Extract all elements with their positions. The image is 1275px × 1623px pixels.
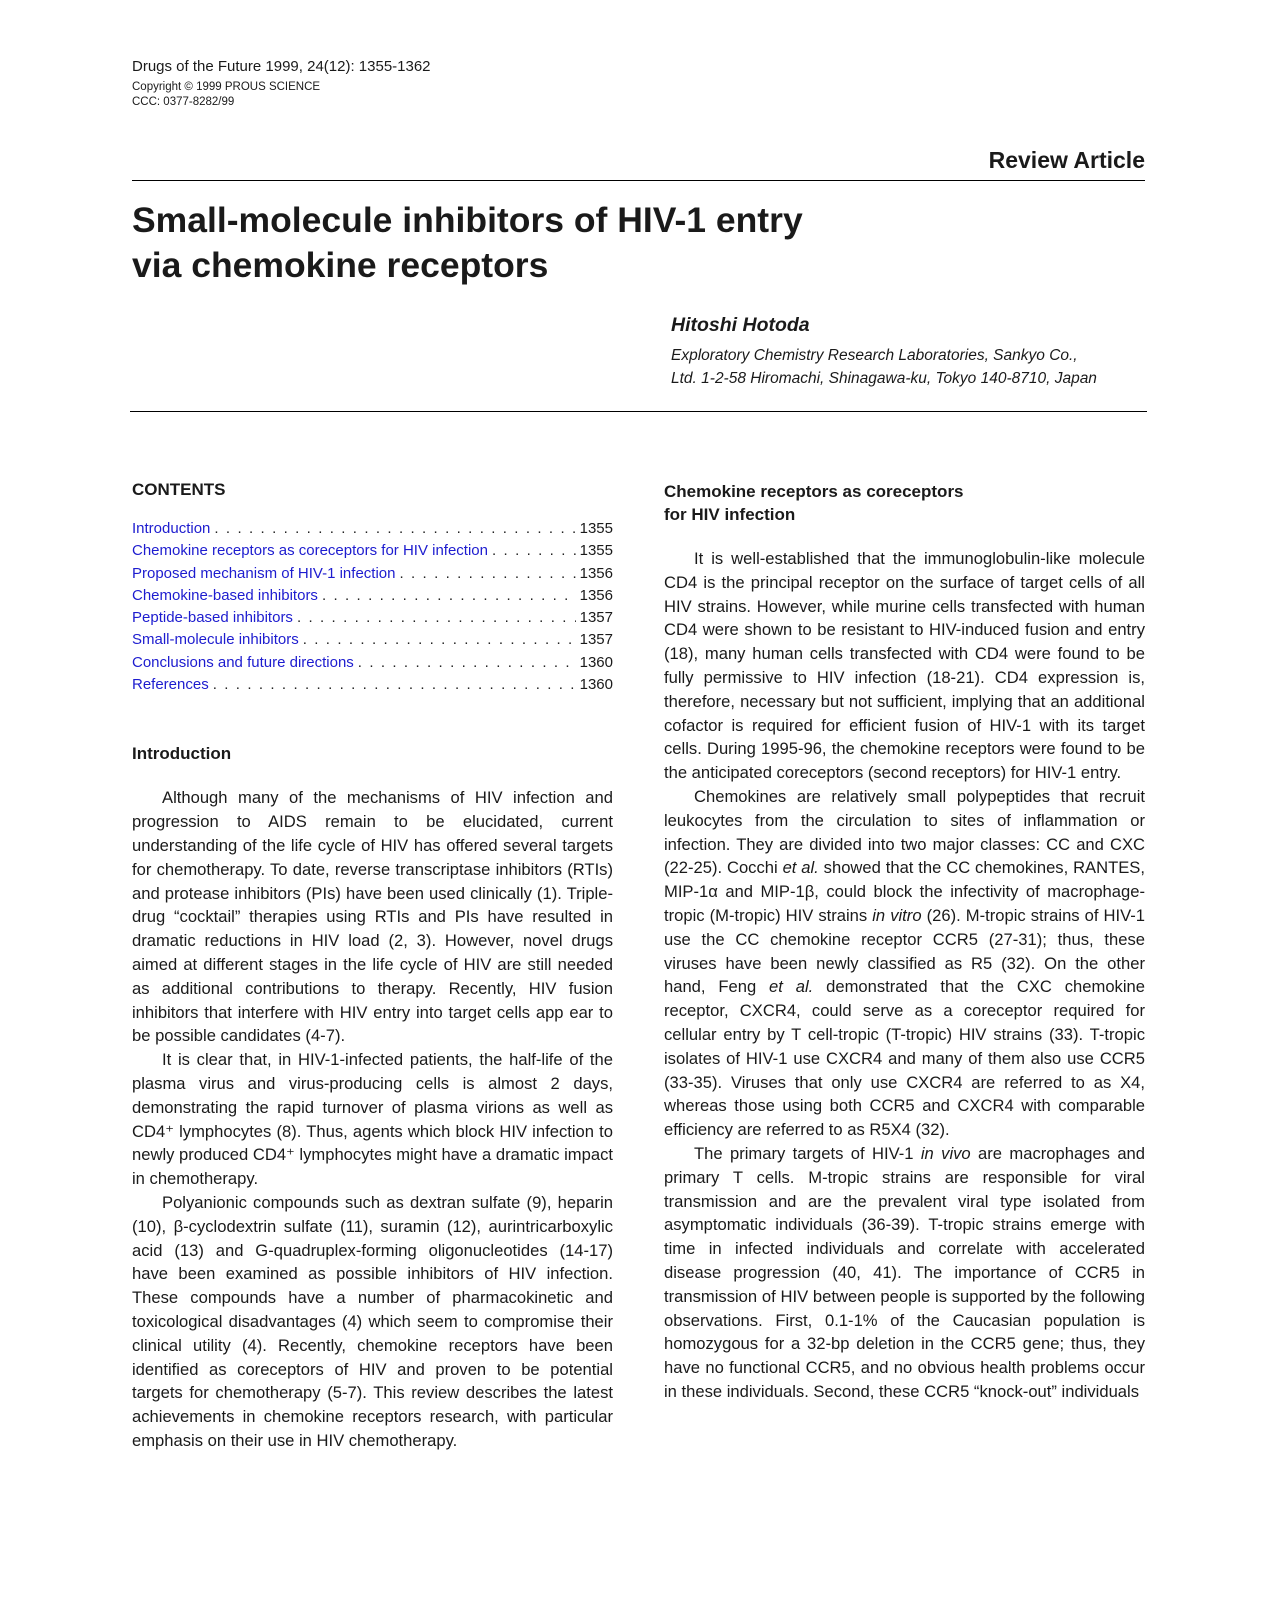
toc-link[interactable]: Chemokine-based inhibitors <box>132 586 318 604</box>
toc-link[interactable]: Proposed mechanism of HIV-1 infection <box>132 564 396 582</box>
toc-leader <box>303 629 576 651</box>
copyright-line: Copyright © 1999 PROUS SCIENCE <box>132 81 321 93</box>
title-line-2: via chemokine receptors <box>132 245 549 285</box>
italic-run: et al. <box>769 977 814 997</box>
chemokine-paragraph-2 <box>664 785 1145 1142</box>
toc-item[interactable] <box>132 674 613 696</box>
text-run: are macrophages and primary T cells. M-tropic strains are responsible for viral transmission and are the prevalent viral type isolated from asymptomatic individuals (36-39). T-tropic strains emerge with time in infected individuals and correlate with accelerated disease progression (40, 41). The importance of CCR5 in transmission of HIV between people is supported by the following observations. First, 0.1-1% of the Caucasian population is homozygous for a 32-bp deletion in the CCR5 gene; thus, they have no functional CCR5, and no obvious health problems occur in these individuals. Second, these CCR5 “knock-out” individuals <box>664 1143 1146 1401</box>
author-affiliation <box>671 344 1151 390</box>
text-run: (26). M-tropic strains of HIV-1 use the CC chemokine receptor CCR5 (27-31); thus, these viruses have been newly classified as R5 (32). On the other hand, Feng <box>664 905 1146 997</box>
toc-page: 1360 <box>579 676 613 694</box>
toc-link[interactable]: Small-molecule inhibitors <box>132 631 299 649</box>
toc-item[interactable] <box>132 652 613 674</box>
affiliation-line-1: Exploratory Chemistry Research Laboratories, Sankyo Co., <box>671 347 1078 364</box>
table-of-contents <box>132 518 613 696</box>
toc-leader <box>492 540 576 562</box>
intro-paragraph-2: It is clear that, in HIV-1-infected patients, the half-life of the plasma virus and virus-producing cells is almost 2 days, demonstrating the rapid turnover of plasma virions as well as CD4⁺ lymphocytes (8). Thus, agents which block HIV infection to newly produced CD4⁺ lymphocytes might have a dramatic impact in chemotherapy. <box>132 1050 613 1189</box>
text-run: The primary targets of HIV-1 <box>694 1143 921 1163</box>
article-type: Review Article <box>988 147 1145 173</box>
toc-link[interactable]: Conclusions and future directions <box>132 653 354 671</box>
chemokine-paragraph-3 <box>664 1142 1145 1404</box>
toc-link[interactable]: References <box>132 676 209 694</box>
right-column <box>664 480 1145 1404</box>
left-column <box>132 480 613 1453</box>
title-line-1: Small-molecule inhibitors of HIV-1 entry <box>132 200 803 240</box>
intro-paragraph-1: Although many of the mechanisms of HIV infection and progression to AIDS remain to be elucidated, current understanding of the life cycle of HIV has offered several targets for chemotherapy. To date, reverse transcriptase inhibitors (RTIs) and protease inhibitors (PIs) have been used clinically (1). Triple-drug “cocktail” therapies using RTIs and PIs have resulted in dramatic reductions in HIV load (2, 3). However, novel drugs aimed at different stages in the life cycle of HIV are still needed as additional contributions to therapy. Recently, HIV fusion inhibitors that interfere with HIV entry into target cells app ear to be possible candidates (4-7). <box>132 788 613 1046</box>
chemokine-heading <box>664 480 1145 526</box>
header-divider <box>132 180 1145 181</box>
toc-page: 1355 <box>579 520 613 537</box>
italic-run: in vitro <box>872 905 922 925</box>
toc-link[interactable]: Peptide-based inhibitors <box>132 609 293 627</box>
chemokine-heading-line-1: Chemokine receptors as coreceptors <box>664 482 964 501</box>
toc-leader <box>358 652 576 674</box>
toc-leader <box>297 607 576 629</box>
toc-page: 1356 <box>579 586 613 604</box>
toc-leader <box>399 563 575 585</box>
affiliation-line-2: Ltd. 1-2-58 Hiromachi, Shinagawa-ku, Tokyo 140-8710, Japan <box>671 370 1097 387</box>
intro-heading: Introduction <box>132 744 232 764</box>
toc-page: 1355 <box>579 542 613 560</box>
toc-page: 1357 <box>579 609 613 627</box>
article-title <box>132 198 1032 288</box>
journal-citation: Drugs of the Future 1999, 24(12): 1355-1362 <box>132 58 431 75</box>
toc-page: 1360 <box>579 653 613 671</box>
toc-item[interactable] <box>132 540 613 562</box>
text-run: showed that the CC chemokines, RANTES, MIP-1α and MIP-1β, could block the infectivity of macrophage-tropic (M-tropic) HIV strains <box>664 858 1145 925</box>
toc-item[interactable] <box>132 563 613 585</box>
contents-heading: CONTENTS <box>132 480 226 499</box>
italic-run: et al. <box>782 858 819 878</box>
title-divider <box>130 411 1147 412</box>
toc-link[interactable]: Chemokine receptors as coreceptors for HIV infection <box>132 542 488 560</box>
italic-run: in vivo <box>920 1143 971 1163</box>
toc-link[interactable]: Introduction <box>132 520 211 537</box>
chemokine-heading-line-2: for HIV infection <box>664 505 796 524</box>
ccc-line: CCC: 0377-8282/99 <box>132 96 235 108</box>
toc-item[interactable] <box>132 585 613 607</box>
text-run: Chemokines are relatively small polypeptides that recruit leukocytes from the circulation to sites of inflammation or infection. They are divided into two major classes: CC and CXC (22-25). Cocchi <box>664 786 1145 878</box>
author-name: Hitoshi Hotoda <box>671 314 810 336</box>
toc-leader <box>214 518 575 540</box>
toc-item[interactable] <box>132 629 613 651</box>
toc-leader <box>213 674 576 696</box>
toc-leader <box>322 585 576 607</box>
toc-item[interactable] <box>132 518 613 540</box>
intro-paragraph-3: Polyanionic compounds such as dextran sulfate (9), heparin (10), β-cyclodextrin sulfate (11), suramin (12), aurintricarboxylic acid (13) and G-quadruplex-forming oligonucleotides (14-17) have been examined as possible inhibitors of HIV infection. These compounds have a number of pharmacokinetic and toxicological disadvantages (4) which seem to compromise their clinical utility (4). Recently, chemokine receptors have been identified as coreceptors of HIV and proven to be potential targets for chemotherapy (5-7). This review describes the latest achievements in chemokine receptors research, with particular emphasis on their use in HIV chemotherapy. <box>132 1192 613 1450</box>
chemokine-paragraph-1: It is well-established that the immunoglobulin-like molecule CD4 is the principal receptor on the surface of target cells of all HIV strains. However, while murine cells transfected with human CD4 were shown to be resistant to HIV-induced fusion and entry (18), many human cells transfected with CD4 were found to be fully permissive to HIV infection (18-21). CD4 expression is, therefore, necessary but not sufficient, implying that an additional cofactor is required for efficient fusion of HIV-1 with its target cells. During 1995-96, the chemokine receptors were found to be the anticipated coreceptors (second receptors) for HIV-1 entry. <box>664 549 1145 783</box>
text-run: demonstrated that the CXC chemokine receptor, CXCR4, could serve as a coreceptor required for cellular entry by T cell-tropic (T-tropic) HIV strains (33). T-tropic isolates of HIV-1 use CXCR4 and many of them also use CCR5 (33-35). Viruses that only use CXCR4 are referred to as X4, whereas those using both CCR5 and CXCR4 with comparable efficiency are referred to as R5X4 (32). <box>664 977 1145 1140</box>
toc-page: 1356 <box>579 564 613 582</box>
toc-page: 1357 <box>579 631 613 649</box>
copyright-block <box>132 80 320 110</box>
toc-item[interactable] <box>132 607 613 629</box>
